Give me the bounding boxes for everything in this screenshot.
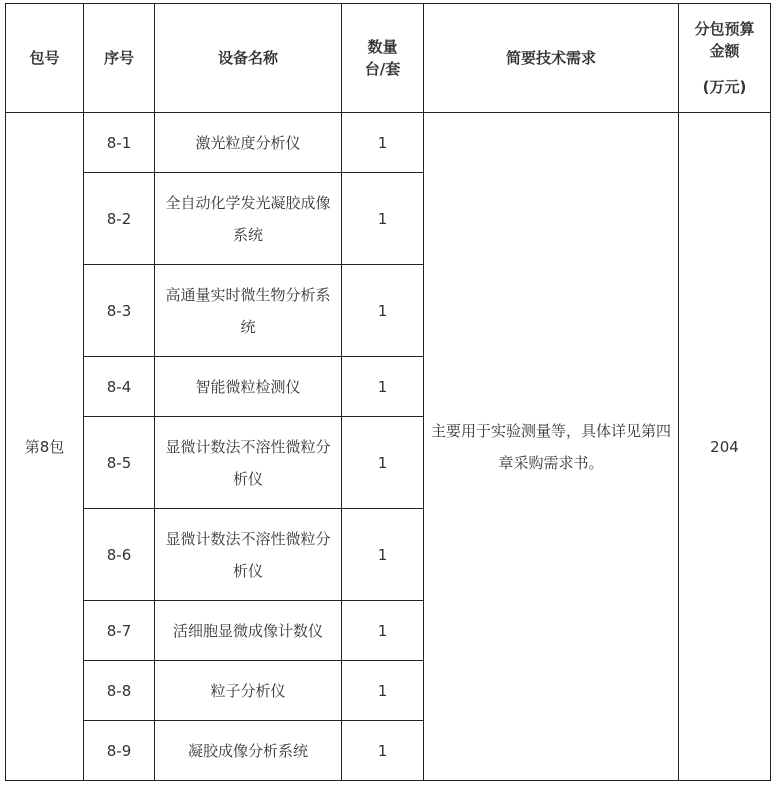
equipment-name-cell: 活细胞显微成像计数仪	[155, 601, 342, 661]
header-requirements: 简要技术需求	[424, 4, 679, 113]
qty-cell: 1	[342, 113, 424, 173]
qty-cell: 1	[342, 721, 424, 781]
header-row	[6, 4, 771, 113]
seq-cell: 8-5	[84, 417, 155, 509]
procurement-table	[5, 3, 771, 781]
equipment-name-cell: 激光粒度分析仪	[155, 113, 342, 173]
qty-cell: 1	[342, 417, 424, 509]
seq-cell: 8-2	[84, 173, 155, 265]
header-budget-line3: (万元)	[702, 78, 747, 96]
header-equipment: 设备名称	[155, 4, 342, 113]
seq-cell: 8-1	[84, 113, 155, 173]
qty-cell: 1	[342, 509, 424, 601]
seq-cell: 8-3	[84, 265, 155, 357]
seq-cell: 8-6	[84, 509, 155, 601]
header-budget-line2: 金额	[709, 42, 740, 60]
equipment-name-cell: 智能微粒检测仪	[155, 357, 342, 417]
header-qty	[342, 4, 424, 113]
qty-cell: 1	[342, 173, 424, 265]
equipment-name-cell: 全自动化学发光凝胶成像系统	[155, 173, 342, 265]
header-package: 包号	[6, 4, 84, 113]
equipment-name-cell: 凝胶成像分析系统	[155, 721, 342, 781]
header-qty-line1: 数量	[367, 38, 398, 56]
budget-cell: 204	[679, 113, 771, 781]
header-budget	[679, 4, 771, 113]
table-row	[6, 113, 771, 173]
seq-cell: 8-8	[84, 661, 155, 721]
equipment-name-cell: 显微计数法不溶性微粒分析仪	[155, 509, 342, 601]
qty-cell: 1	[342, 265, 424, 357]
equipment-name-cell: 高通量实时微生物分析系统	[155, 265, 342, 357]
seq-cell: 8-4	[84, 357, 155, 417]
header-qty-line2: 台/套	[364, 60, 401, 78]
qty-cell: 1	[342, 661, 424, 721]
equipment-name-cell: 粒子分析仪	[155, 661, 342, 721]
package-cell: 第8包	[6, 113, 84, 781]
seq-cell: 8-9	[84, 721, 155, 781]
header-budget-line1: 分包预算	[694, 20, 755, 38]
requirements-cell: 主要用于实验测量等，具体详见第四章采购需求书。	[424, 113, 679, 781]
seq-cell: 8-7	[84, 601, 155, 661]
qty-cell: 1	[342, 601, 424, 661]
header-seq: 序号	[84, 4, 155, 113]
qty-cell: 1	[342, 357, 424, 417]
equipment-name-cell: 显微计数法不溶性微粒分析仪	[155, 417, 342, 509]
